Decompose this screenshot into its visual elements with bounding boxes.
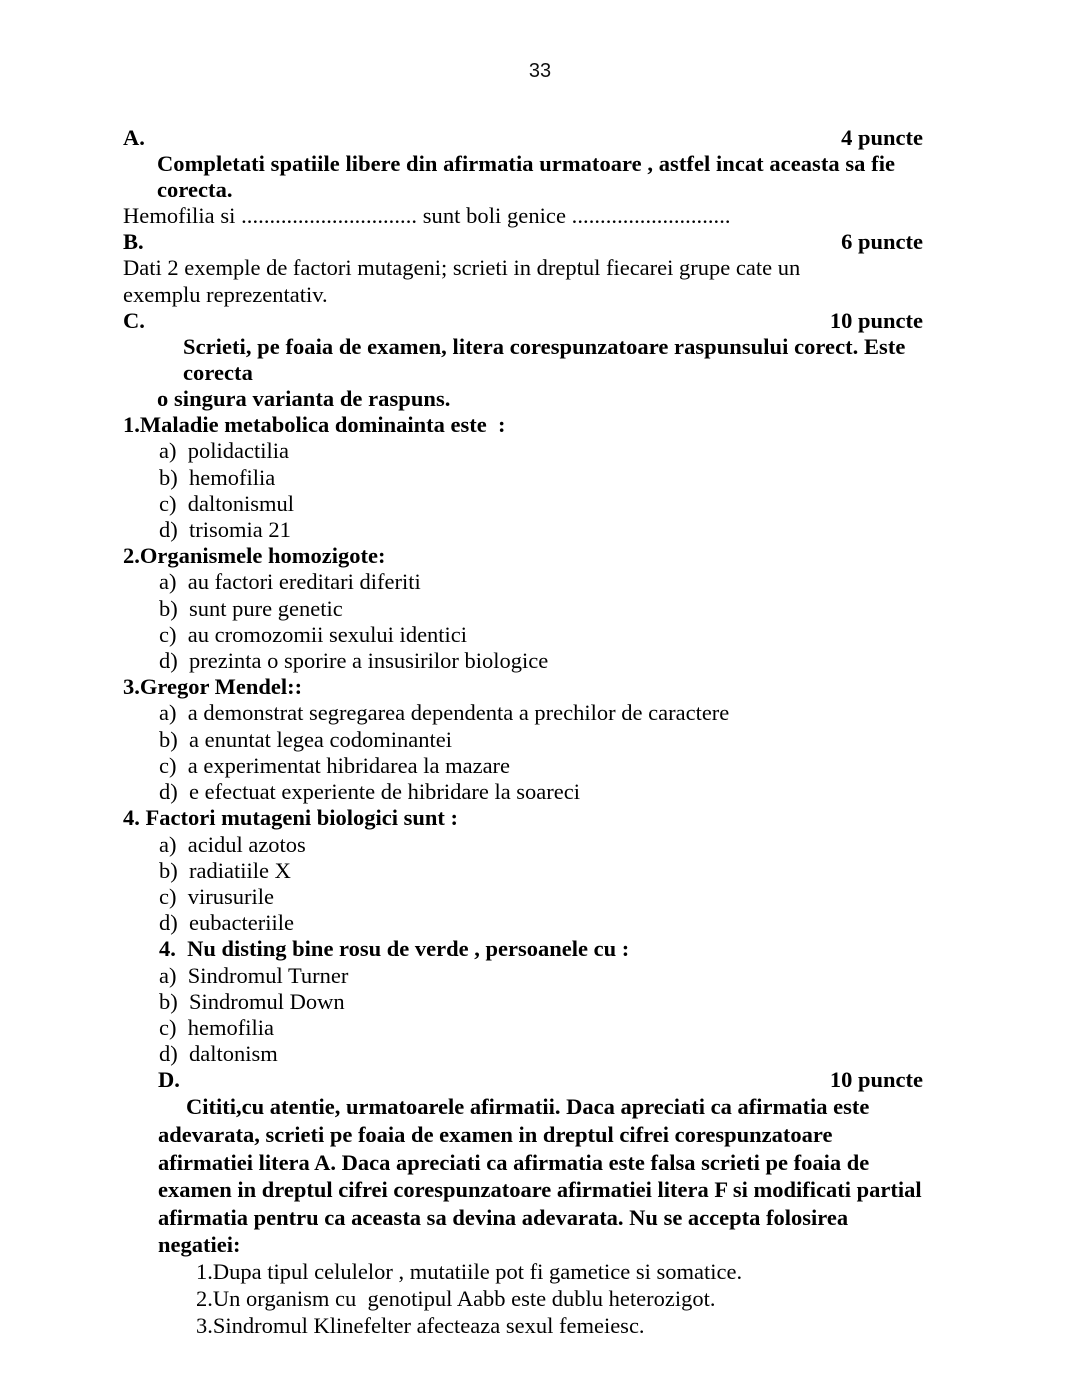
option-letter: d) <box>159 517 178 543</box>
statement-3: 3.Sindromul Klinefelter afecteaza sexul femeiesc. <box>196 1312 645 1338</box>
option-text: Sindromul Turner <box>187 962 349 988</box>
option-letter: c) <box>159 883 177 909</box>
option-letter: b) <box>159 857 178 883</box>
section-a-fill-in-line: Hemofilia si ............................... sunt boli genice ............................ <box>123 203 731 229</box>
question-2-number: 2. <box>123 543 140 569</box>
question-1-option-d[interactable] <box>123 517 923 543</box>
section-d-header <box>123 1067 923 1093</box>
option-letter: c) <box>159 1014 177 1040</box>
option-letter: c) <box>159 752 177 778</box>
page-number: 33 <box>528 60 552 82</box>
section-c-letter: C. <box>123 307 145 333</box>
section-d-points: 10 puncte <box>829 1067 923 1093</box>
option-letter: a) <box>159 831 177 857</box>
question-4-duplicate-number: 4. <box>159 936 176 962</box>
option-text: e efectuat experiente de hibridare la soareci <box>189 779 581 805</box>
question-4-option-d[interactable] <box>123 910 923 936</box>
question-4-text: Factori mutageni biologici sunt : <box>139 805 458 831</box>
option-letter: c) <box>159 490 177 516</box>
option-letter: d) <box>159 779 178 805</box>
section-c-question-list <box>123 412 923 1067</box>
question-2-option-a[interactable] <box>123 569 923 595</box>
option-text: daltonismul <box>187 490 294 516</box>
question-1-text: Maladie metabolica dominainta este : <box>139 412 506 438</box>
option-text: au cromozomii sexului identici <box>187 621 468 647</box>
question-4 <box>123 805 923 831</box>
option-letter: a) <box>159 438 177 464</box>
section-c-points: 10 puncte <box>829 307 923 333</box>
question-3-option-c[interactable] <box>123 753 923 779</box>
statement-1: 1.Dupa tipul celulelor , mutatiile pot fi gametice si somatice. <box>196 1258 743 1284</box>
question-3-text: Gregor Mendel:: <box>139 674 303 700</box>
question-3 <box>123 674 923 700</box>
option-text: prezinta o sporire a insusirilor biologice <box>189 648 549 674</box>
option-letter: a) <box>159 569 177 595</box>
question-4-number: 4. <box>123 805 140 831</box>
option-text: radiatiile X <box>189 857 291 883</box>
section-a-points: 4 puncte <box>841 125 923 150</box>
option-letter: b) <box>159 726 178 752</box>
section-b-points: 6 puncte <box>841 229 923 255</box>
question-4-duplicate-option-b[interactable] <box>123 989 923 1015</box>
option-text: polidactilia <box>187 438 289 464</box>
question-2 <box>123 543 923 569</box>
question-4-option-a[interactable] <box>123 832 923 858</box>
question-4-duplicate-option-a[interactable] <box>123 963 923 989</box>
question-3-number: 3. <box>123 674 140 700</box>
question-1-option-c[interactable] <box>123 491 923 517</box>
question-3-option-b[interactable] <box>123 727 923 753</box>
option-text: daltonism <box>189 1041 278 1067</box>
option-letter: a) <box>159 700 177 726</box>
question-3-option-a[interactable] <box>123 700 923 726</box>
option-letter: d) <box>159 910 178 936</box>
question-4-duplicate-option-c[interactable] <box>123 1015 923 1041</box>
option-text: eubacteriile <box>189 910 294 936</box>
exam-content <box>123 125 923 1340</box>
question-1-number: 1. <box>123 412 140 438</box>
option-text: a demonstrat segregarea dependenta a prechilor de caractere <box>187 700 730 726</box>
option-letter: b) <box>159 988 178 1014</box>
option-letter: c) <box>159 621 177 647</box>
option-text: sunt pure genetic <box>189 595 343 621</box>
option-text: Sindromul Down <box>189 988 345 1014</box>
option-text: virusurile <box>187 883 274 909</box>
question-1 <box>123 412 923 438</box>
option-text: hemofilia <box>189 464 276 490</box>
option-text: a experimentat hibridarea la mazare <box>187 752 511 778</box>
section-a-header <box>123 125 923 151</box>
section-b-body: Dati 2 exemple de factori mutageni; scrieti in dreptul fiecarei grupe cate un exemplu reprezentativ. <box>123 255 801 307</box>
section-c-instruction-line-2: o singura varianta de raspuns. <box>157 386 451 412</box>
option-text: au factori ereditari diferiti <box>187 569 421 595</box>
option-letter: b) <box>159 464 178 490</box>
question-1-option-b[interactable] <box>123 465 923 491</box>
question-4-duplicate-text: Nu disting bine rosu de verde , persoanele cu : <box>175 936 630 962</box>
question-3-option-d[interactable] <box>123 779 923 805</box>
section-c-header <box>123 308 923 334</box>
option-letter: a) <box>159 962 177 988</box>
question-2-option-d[interactable] <box>123 648 923 674</box>
section-d-letter: D. <box>158 1067 180 1093</box>
question-2-option-b[interactable] <box>123 596 923 622</box>
section-c-instruction-line-1: Scrieti, pe foaia de examen, litera corespunzatoare raspunsului corect. Este corecta <box>183 333 912 386</box>
section-a-letter: A. <box>123 125 145 150</box>
question-4-option-c[interactable] <box>123 884 923 910</box>
section-b-letter: B. <box>123 229 144 255</box>
question-4-option-b[interactable] <box>123 858 923 884</box>
question-2-text: Organismele homozigote: <box>139 543 386 569</box>
option-letter: d) <box>159 648 178 674</box>
option-letter: b) <box>159 595 178 621</box>
question-2-option-c[interactable] <box>123 622 923 648</box>
question-4-duplicate <box>123 936 923 962</box>
option-text: a enuntat legea codominantei <box>189 726 453 752</box>
section-b-header <box>123 229 923 255</box>
section-d-statement-list <box>123 1259 923 1340</box>
statement-2: 2.Un organism cu genotipul Aabb este dublu heterozigot. <box>196 1285 716 1311</box>
section-d-instruction: Cititi,cu atentie, urmatoarele afirmatii. Daca apreciati ca afirmatia este adevarata, scrieti pe foaia de examen in dreptul cifrei corespunzatoare afirmatiei litera A. Daca apreciati ca afirmatia este falsa scrieti pe foaia de examen in dreptul cifrei corespunzatoare afirmatiei litera F si modificati partial afirmatia pentru ca aceasta sa devina adevarata. Nu se accepta folosirea negatiei: <box>158 1094 922 1258</box>
question-4-duplicate-option-d[interactable] <box>123 1041 923 1067</box>
option-text: hemofilia <box>187 1014 274 1040</box>
option-letter: d) <box>159 1041 178 1067</box>
question-1-option-a[interactable] <box>123 438 923 464</box>
option-text: trisomia 21 <box>189 517 291 543</box>
option-text: acidul azotos <box>187 831 306 857</box>
section-a-instruction: Completati spatiile libere din afirmatia urmatoare , astfel incat aceasta sa fie corecta. <box>157 151 901 203</box>
